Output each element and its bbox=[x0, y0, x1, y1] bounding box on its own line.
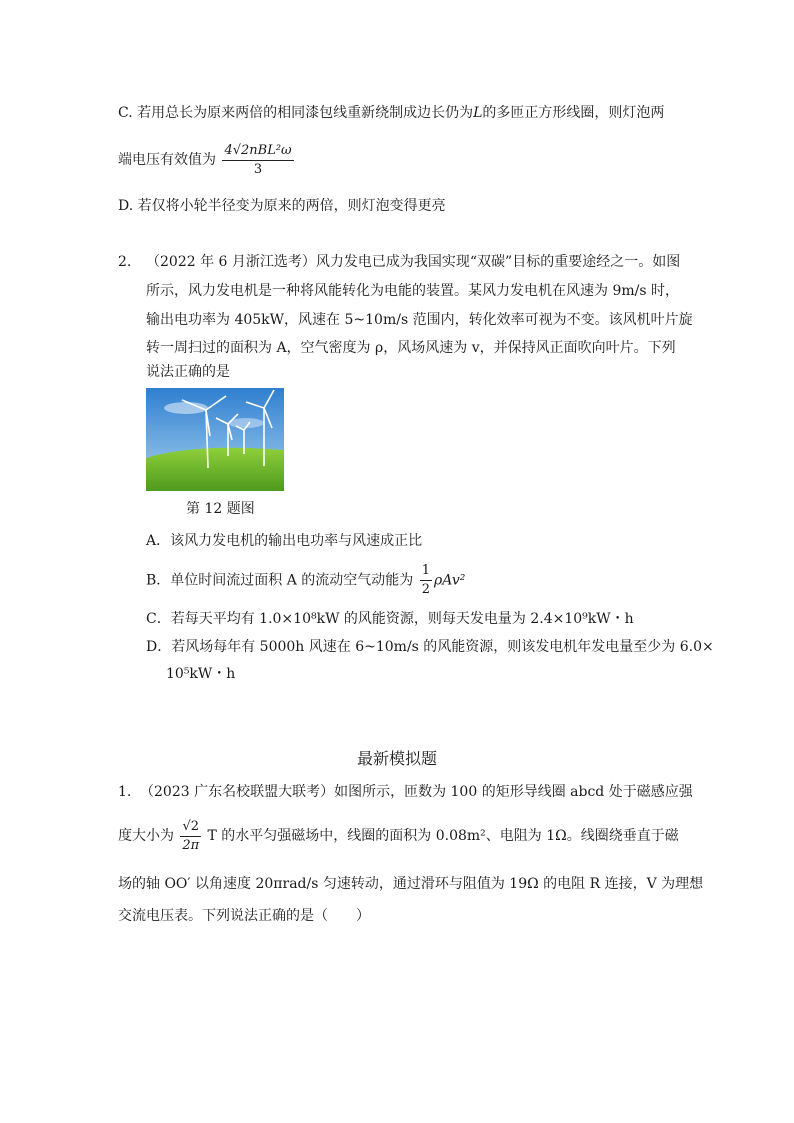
q2-option-d-line1: D．若风场每年有 5000h 风速在 6~10m/s 的风能资源，则该发电机年发电量至少为 6.0× bbox=[146, 639, 714, 655]
q2-stem-line4: 转一周扫过的面积为 A，空气密度为 ρ，风场风速为 v，并保持风正面吹向叶片。下列 bbox=[146, 340, 676, 356]
option-d-line: D. 若仅将小轮半径变为原来的两倍，则灯泡变得更亮 bbox=[118, 198, 446, 214]
q2-stem-line5: 说法正确的是 bbox=[146, 364, 230, 380]
wind-turbine-photo bbox=[146, 388, 284, 491]
q2-option-c: C．若每天平均有 1.0×10⁸kW 的风能资源，则每天发电量为 2.4×10⁹kW・h bbox=[146, 611, 634, 627]
q2-stem-line1: （2022 年 6 月浙江选考）风力发电已成为我国实现“双碳”目标的重要途经之一。如图 bbox=[146, 254, 681, 270]
q1-stem-line1: （2023 广东名校联盟大联考）如图所示，匝数为 100 的矩形导线圈 abcd 处于磁感应强 bbox=[140, 784, 693, 800]
option-c-line1: C. 若用总长为原来两倍的相同漆包线重新绕制成边长仍为L的多匝正方形线圈，则灯泡两 bbox=[118, 105, 665, 121]
q2-stem-line2: 所示，风力发电机是一种将风能转化为电能的装置。某风力发电机在风速为 9m/s 时， bbox=[146, 283, 679, 299]
q1-stem-line3: 场的轴 OO′ 以角速度 20πrad/s 匀速转动，通过滑环与阻值为 19Ω 的电阻 R 连接，V 为理想 bbox=[118, 876, 704, 892]
section-title: 最新模拟题 bbox=[356, 749, 437, 768]
figure-caption: 第 12 题图 bbox=[186, 501, 255, 517]
q1-number: 1. bbox=[118, 784, 132, 800]
voltage-fraction: $\frac{\text{4√2nBL²ω}}{3}$ bbox=[224, 142, 292, 177]
option-c-line2: 端电压有效值为 $\frac{\text{4√2nBL²ω}}{3}$ bbox=[118, 142, 292, 177]
half-fraction: $\frac{1}{2}$ bbox=[421, 563, 431, 597]
q1-stem-line4: 交流电压表。下列说法正确的是（ ） bbox=[118, 908, 370, 924]
q2-number: 2. bbox=[118, 254, 132, 270]
q2-option-a: A．该风力发电机的输出电功率与风速成正比 bbox=[146, 533, 423, 549]
q1-stem-line2: 度大小为 $\frac{√2}{2\pi}$ T 的水平匀强磁场中，线圈的面积为 0.08m²、电阻为 1Ω。线圈绕垂直于磁 bbox=[118, 818, 679, 853]
q2-option-b: B．单位时间流过面积 A 的流动空气动能为 $\frac{1}{2}$ ρAv² bbox=[146, 563, 466, 597]
q2-stem-line3: 输出电功率为 405kW，风速在 5~10m/s 范围内，转化效率可视为不变。该风机叶片旋 bbox=[146, 312, 693, 328]
q2-option-d-line2: 10⁵kW・h bbox=[166, 666, 236, 682]
magnetic-field-fraction: $\frac{√2}{2\pi}$ bbox=[182, 818, 200, 853]
